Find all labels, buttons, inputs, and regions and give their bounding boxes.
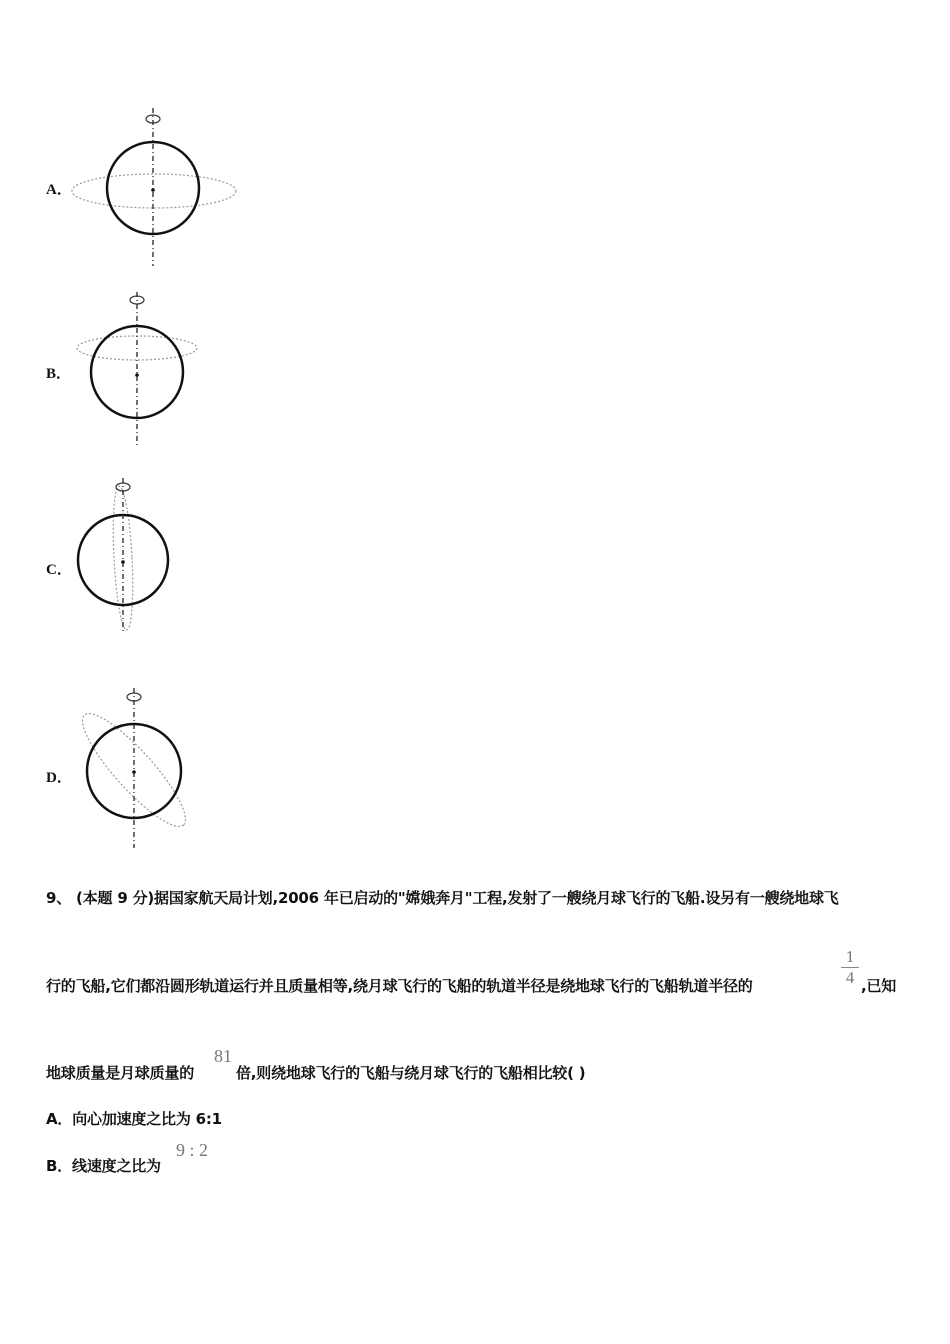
fraction-denominator: 4 — [845, 968, 855, 987]
answer-a-label: A． — [46, 1110, 73, 1128]
option-c-label: C． — [46, 562, 72, 578]
answer-a-text: 向心加速度之比为 6:1 — [72, 1110, 222, 1128]
question-line-2-text: 行的飞船,它们都沿圆形轨道运行并且质量相等,绕月球飞行的飞船的轨道半径是绕地球飞行的飞船轨道半径的 — [46, 977, 753, 995]
option-a-label: A． — [46, 182, 72, 198]
option-b-diagram — [72, 288, 207, 448]
option-d-diagram — [72, 684, 197, 852]
question-line-2 — [46, 975, 753, 996]
fraction-one-quarter — [841, 948, 859, 987]
fraction-numerator: 1 — [845, 947, 855, 966]
answer-b — [46, 1155, 161, 1176]
option-b-label: B． — [46, 366, 72, 382]
answer-b-text: 线速度之比为 — [72, 1157, 161, 1175]
answer-b-label: B． — [46, 1157, 73, 1175]
answer-b-math: 9 : 2 — [176, 1140, 209, 1160]
answer-a — [46, 1108, 222, 1129]
option-c-diagram — [72, 474, 182, 636]
option-d-label: D． — [46, 770, 72, 786]
question-line-3-tail: 倍,则绕地球飞行的飞船与绕月球飞行的飞船相比较( ) — [236, 1064, 586, 1082]
mass-ratio-number: 81 — [214, 1046, 232, 1066]
question-line-1: 9、 (本题 9 分)据国家航天局计划,2006 年已启动的"嫦娥奔月"工程,发射了一艘绕月球飞行的飞船.设另有一艘绕地球飞 — [46, 889, 839, 907]
option-a-diagram — [70, 104, 245, 269]
question-line-2-tail: ,已知 — [861, 977, 897, 995]
question-line-3-head: 地球质量是月球质量的 — [46, 1064, 195, 1082]
